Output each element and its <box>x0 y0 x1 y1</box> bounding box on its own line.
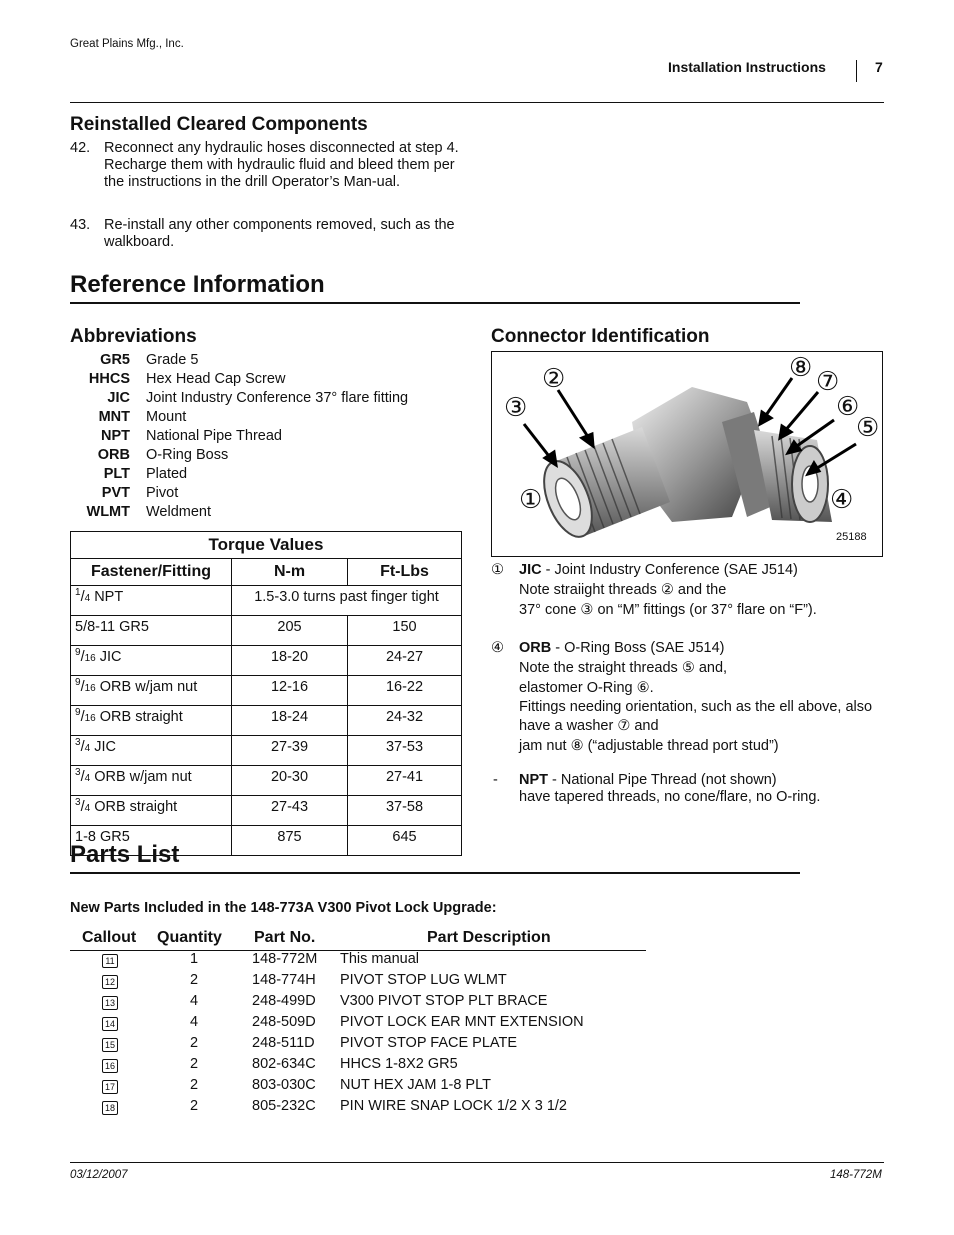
orb-note-1: Note the straight threads ⑤ and, <box>519 660 728 676</box>
fastener-cell: 5/8-11 GR5 <box>71 616 232 646</box>
elbow-fitting-illustration <box>492 352 882 556</box>
ftlbs-cell: 150 <box>348 616 462 646</box>
callout-badge: 18 <box>102 1101 118 1115</box>
nm-cell: 18-20 <box>232 646 348 676</box>
table-row <box>70 1056 646 1077</box>
table-row <box>71 676 462 706</box>
callout-4-marker: ④ <box>830 485 854 515</box>
part-description: PIN WIRE SNAP LOCK 1/2 X 3 1/2 <box>340 1098 567 1114</box>
callout-badge: 17 <box>102 1080 118 1094</box>
ftlbs-cell: 24-27 <box>348 646 462 676</box>
fastener-cell: $^9$/16 JIC <box>71 646 232 676</box>
step-number: 42. <box>70 140 91 156</box>
nm-cell: 27-39 <box>232 736 348 766</box>
orb-note-2: elastomer O-Ring ⑥. <box>519 680 654 696</box>
part-number: 148-772M <box>252 951 318 967</box>
abbr-code: NPT <box>101 428 130 444</box>
callout-badge: 12 <box>102 975 118 989</box>
quantity: 2 <box>190 1035 199 1051</box>
quantity: 1 <box>190 951 199 967</box>
footer-doc-number: 148-772M <box>830 1169 882 1181</box>
ftlbs-cell: 645 <box>348 826 462 856</box>
part-description: PIVOT STOP FACE PLATE <box>340 1035 518 1051</box>
quantity: 4 <box>190 993 199 1009</box>
jic-title: - Joint Industry Conference (SAE J514) <box>541 562 798 578</box>
part-number: 802-634C <box>252 1056 316 1072</box>
jic-note-1: Note straiight threads ② and the <box>519 582 727 598</box>
abbr-row-npt <box>70 428 282 447</box>
abbr-definition: Hex Head Cap Screw <box>146 371 286 387</box>
callout-2-marker: ② <box>542 364 566 394</box>
orb-description <box>491 638 886 758</box>
col-part-no: Part No. <box>254 929 316 946</box>
abbr-code: PVT <box>101 485 130 501</box>
connector-heading: Connector Identification <box>491 326 710 347</box>
parts-list-rule <box>70 872 800 874</box>
step-text: Reconnect any hydraulic hoses disconnected at step 4. Recharge them with hydraulic fluid and bleed them per the instructions in the drill Operator’s Man-ual. <box>104 140 459 190</box>
reference-rule <box>70 302 800 304</box>
table-row <box>71 706 462 736</box>
table-row <box>70 951 646 972</box>
abbr-code: PLT <box>103 466 130 482</box>
reference-heading: Reference Information <box>70 271 325 298</box>
abbr-code: JIC <box>107 390 130 406</box>
fastener-cell: $^9$/16 ORB w/jam nut <box>71 676 232 706</box>
npt-note: have tapered threads, no cone/flare, no O-ring. <box>519 789 821 805</box>
orb-label: ORB <box>519 640 552 656</box>
header-rule <box>70 102 884 103</box>
nm-cell: 20-30 <box>232 766 348 796</box>
table-row <box>71 796 462 826</box>
abbr-code: HHCS <box>88 371 130 387</box>
callout-7-marker: ⑦ <box>816 367 840 397</box>
step-43 <box>70 217 470 253</box>
abbreviations-list <box>70 352 450 527</box>
table-row <box>70 1077 646 1098</box>
part-description: This manual <box>340 951 419 967</box>
col-callout: Callout <box>82 929 137 946</box>
abbreviations-heading: Abbreviations <box>70 326 197 347</box>
torque-table <box>70 531 462 856</box>
col-description: Part Description <box>427 929 551 946</box>
abbr-row-hhcs <box>70 371 286 390</box>
col-fastener: Fastener/Fitting <box>71 559 232 586</box>
quantity: 2 <box>190 1056 199 1072</box>
nm-cell: 875 <box>232 826 348 856</box>
section-title: Installation Instructions <box>668 59 826 75</box>
callout-badge: 14 <box>102 1017 118 1031</box>
callout-badge: 15 <box>102 1038 118 1052</box>
part-number: 148-774H <box>252 972 316 988</box>
table-row <box>71 736 462 766</box>
callout-5-marker: ⑤ <box>856 413 880 443</box>
table-row <box>70 993 646 1014</box>
part-description: PIVOT STOP LUG WLMT <box>340 972 507 988</box>
part-description: V300 PIVOT STOP PLT BRACE <box>340 993 548 1009</box>
quantity: 4 <box>190 1014 199 1030</box>
abbr-code: WLMT <box>86 504 130 520</box>
orb-marker: ④ <box>491 640 504 656</box>
part-description: HHCS 1-8X2 GR5 <box>340 1056 458 1072</box>
fastener-cell: $^3$/4 ORB straight <box>71 796 232 826</box>
jic-label: JIC <box>519 562 542 578</box>
table-row <box>71 766 462 796</box>
npt-label: NPT <box>519 772 548 788</box>
ftlbs-cell: 37-53 <box>348 736 462 766</box>
footer-rule <box>70 1162 884 1163</box>
callout-badge: 13 <box>102 996 118 1010</box>
part-number: 248-511D <box>252 1035 315 1051</box>
table-row <box>71 586 462 616</box>
npt-description <box>491 772 886 812</box>
abbr-definition: Mount <box>146 409 187 425</box>
npt-marker: - <box>493 772 498 788</box>
fastener-cell: $^3$/4 JIC <box>71 736 232 766</box>
orb-note-4: jam nut ⑧ (“adjustable thread port stud”) <box>519 738 779 754</box>
nm-cell: 27-43 <box>232 796 348 826</box>
quantity: 2 <box>190 1098 199 1114</box>
table-row <box>70 1098 646 1119</box>
abbr-row-jic <box>70 390 409 409</box>
abbr-code: MNT <box>98 409 130 425</box>
reinstalled-heading: Reinstalled Cleared Components <box>70 114 368 135</box>
part-number: 248-509D <box>252 1014 316 1030</box>
abbr-row-pvt <box>70 485 179 504</box>
nm-cell: 205 <box>232 616 348 646</box>
abbr-definition: Grade 5 <box>146 352 199 368</box>
abbr-definition: Joint Industry Conference 37° flare fitting <box>146 390 409 406</box>
abbr-row-plt <box>70 466 188 485</box>
abbr-definition: National Pipe Thread <box>146 428 282 444</box>
ftlbs-cell: 16-22 <box>348 676 462 706</box>
orb-title: - O-Ring Boss (SAE J514) <box>551 640 725 656</box>
table-row <box>70 1014 646 1035</box>
table-row <box>70 972 646 993</box>
step-text: Re-install any other components removed, such as the walkboard. <box>104 217 455 250</box>
callout-3-marker: ③ <box>504 393 528 423</box>
abbr-row-orb <box>70 447 229 466</box>
ftlbs-cell: 24-32 <box>348 706 462 736</box>
col-nm: N-m <box>232 559 348 586</box>
callout-1-marker: ① <box>519 485 543 515</box>
callout-6-marker: ⑥ <box>836 392 860 422</box>
table-row <box>71 646 462 676</box>
quantity: 2 <box>190 972 199 988</box>
abbr-definition: Pivot <box>146 485 179 501</box>
step-number: 43. <box>70 217 91 233</box>
step-42 <box>70 140 470 210</box>
nm-cell: 12-16 <box>232 676 348 706</box>
ftlbs-cell: 27-41 <box>348 766 462 796</box>
jic-description <box>491 560 886 624</box>
part-number: 805-232C <box>252 1098 316 1114</box>
abbr-row-wlmt <box>70 504 212 523</box>
part-number: 803-030C <box>252 1077 316 1093</box>
table-row <box>70 1035 646 1056</box>
col-quantity: Quantity <box>157 929 222 946</box>
table-row <box>71 616 462 646</box>
callout-8-marker: ⑧ <box>789 353 813 383</box>
company-name: Great Plains Mfg., Inc. <box>70 38 184 50</box>
jic-note-2: 37° cone ③ on “M” fittings (or 37° flare on “F”). <box>519 602 817 618</box>
part-number: 248-499D <box>252 993 316 1009</box>
jic-marker: ① <box>491 562 504 578</box>
orb-note-3: Fittings needing orientation, such as the ell above, also have a washer ⑦ and <box>519 699 873 734</box>
nm-cell: 18-24 <box>232 706 348 736</box>
abbr-definition: Weldment <box>146 504 212 520</box>
fastener-cell: $^9$/16 ORB straight <box>71 706 232 736</box>
abbr-code: ORB <box>97 447 130 463</box>
callout-badge: 11 <box>102 954 118 968</box>
torque-table-title: Torque Values <box>71 532 462 559</box>
header-separator <box>856 60 857 82</box>
footer-date: 03/12/2007 <box>70 1169 128 1181</box>
parts-subtitle: New Parts Included in the 148-773A V300 Pivot Lock Upgrade: <box>70 900 497 916</box>
fastener-cell: 1-8 GR5 <box>71 826 232 856</box>
parts-list-heading: Parts List <box>70 841 180 868</box>
ftlbs-cell: 37-58 <box>348 796 462 826</box>
npt-torque-cell: 1.5-3.0 turns past finger tight <box>232 586 462 616</box>
fastener-cell: $^3$/4 ORB w/jam nut <box>71 766 232 796</box>
part-description: NUT HEX JAM 1-8 PLT <box>340 1077 491 1093</box>
fastener-cell: $^1$/4 NPT <box>71 586 232 616</box>
part-description: PIVOT LOCK EAR MNT EXTENSION <box>340 1014 584 1030</box>
abbr-row-mnt <box>70 409 187 428</box>
abbr-definition: O-Ring Boss <box>146 447 229 463</box>
quantity: 2 <box>190 1077 199 1093</box>
abbr-code: GR5 <box>100 352 130 368</box>
callout-badge: 16 <box>102 1059 118 1073</box>
figure-id: 25188 <box>836 531 867 543</box>
col-ftlbs: Ft-Lbs <box>348 559 462 586</box>
fitting-figure <box>491 351 883 557</box>
npt-title: - National Pipe Thread (not shown) <box>548 772 777 788</box>
page-number: 7 <box>875 59 883 75</box>
abbr-definition: Plated <box>146 466 188 482</box>
abbr-row-gr5 <box>70 352 199 371</box>
